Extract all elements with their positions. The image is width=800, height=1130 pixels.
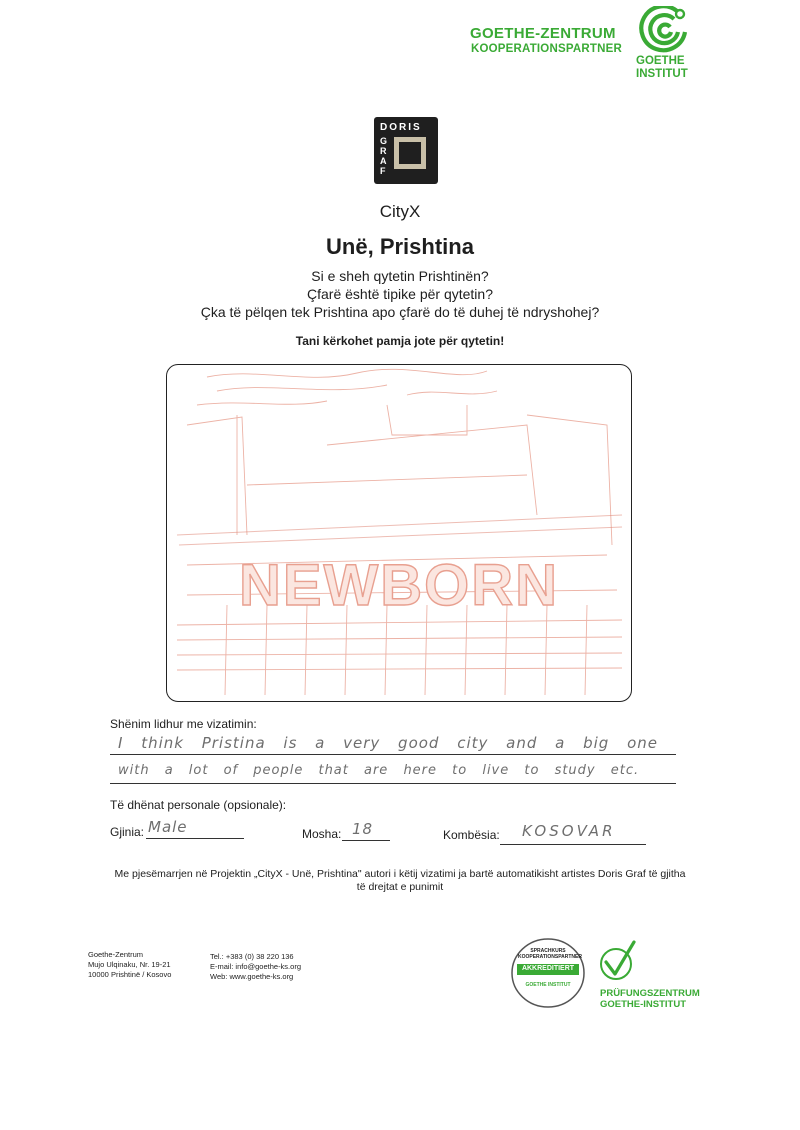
gender-label: Gjinia:: [110, 825, 145, 839]
project-name: CityX: [379, 202, 421, 221]
gender-value: Male: [148, 818, 188, 836]
goethe-zentrum-title: GOETHE-ZENTRUM: [470, 25, 616, 42]
goethe-institut-line2: INSTITUT: [636, 68, 688, 80]
question-2: Çfarë është tipike për qytetin?: [307, 286, 493, 302]
goethe-institut-line1: GOETHE: [636, 55, 685, 67]
age-label: Mosha:: [302, 827, 342, 841]
footer-contact-line: Web: www.goethe-ks.org: [210, 972, 294, 981]
note-text-1: I think Pristina is a very good city and a big one: [118, 734, 658, 752]
nationality-value: KOSOVAR: [522, 822, 616, 840]
footer-contact-line: Tel.: +383 (0) 38 220 136: [210, 952, 294, 961]
note-line-1: [110, 732, 676, 755]
consent-text: Me pjesëmarrjen në Projektin „CityX - Unë, Prishtina" autori i këtij vizatimi ja bartë automatikisht artistes Doris Graf të gjitha të drejtat e punimit: [114, 868, 686, 893]
age-value: 18: [352, 820, 374, 838]
badge-bottom-text: GOETHE INSTITUT: [525, 982, 571, 988]
nationality-field: [500, 822, 646, 845]
pencil-drawing: [167, 365, 631, 701]
footer-contact-line: E-mail: info@goethe-ks.org: [210, 962, 301, 971]
doris-graf-logo-doris: DORIS: [380, 122, 422, 133]
gender-field: [146, 818, 244, 839]
checkmark-icon: [598, 938, 640, 987]
footer-contact: [210, 952, 301, 982]
pruefungszentrum-line1: PRÜFUNGSZENTRUM: [600, 988, 700, 999]
note-line-2: [110, 761, 676, 784]
badge-accredited-text: AKKREDITIERT: [521, 965, 575, 972]
age-field: [342, 820, 390, 841]
drawing-frame: [166, 364, 632, 702]
pruefungszentrum-label: [600, 988, 700, 1010]
note-label: Shënim lidhur me vizatimin:: [110, 717, 257, 731]
kooperationspartner-subtitle: KOOPERATIONSPARTNER: [471, 43, 622, 55]
note-text-2: with a lot of people that are here to live to study etc.: [118, 763, 640, 778]
footer-address: [88, 950, 171, 980]
doris-graf-logo: [374, 117, 438, 184]
goethe-institut-label: [636, 55, 688, 81]
doris-graf-logo-letter: F: [380, 166, 386, 176]
accreditation-badge: [510, 938, 586, 1008]
goethe-institut-logo-icon: [637, 6, 689, 61]
question-3: Çka të pëlqen tek Prishtina apo çfarë do të duhej të ndryshohej?: [200, 304, 600, 320]
page-title: Unë, Prishtina: [326, 234, 474, 259]
doris-graf-logo-square: [394, 137, 426, 169]
doris-graf-logo-letter: A: [380, 156, 387, 166]
footer-address-line: Mujo Ulqinaku, Nr. 19-21: [88, 960, 171, 969]
doris-graf-logo-letter: G: [380, 136, 388, 146]
drawing-prompt: Tani kërkohet pamja jote për qytetin!: [295, 334, 505, 348]
nationality-label: Kombësia:: [443, 828, 500, 842]
doris-graf-logo-letter: R: [380, 146, 387, 156]
question-1: Si e sheh qytetin Prishtinën?: [311, 268, 489, 284]
footer-address-line: Goethe-Zentrum: [88, 950, 144, 959]
footer-address-line: 10000 Prishtinë / Kosovo: [88, 970, 172, 979]
pruefungszentrum-line2: GOETHE-INSTITUT: [600, 999, 687, 1010]
drawing-caption: NEWBORN: [238, 553, 560, 618]
badge-top-text: SPRACHKURS KOOPERATIONSPARTNER: [518, 948, 582, 960]
personal-data-label: Të dhënat personale (opsionale):: [110, 798, 287, 812]
